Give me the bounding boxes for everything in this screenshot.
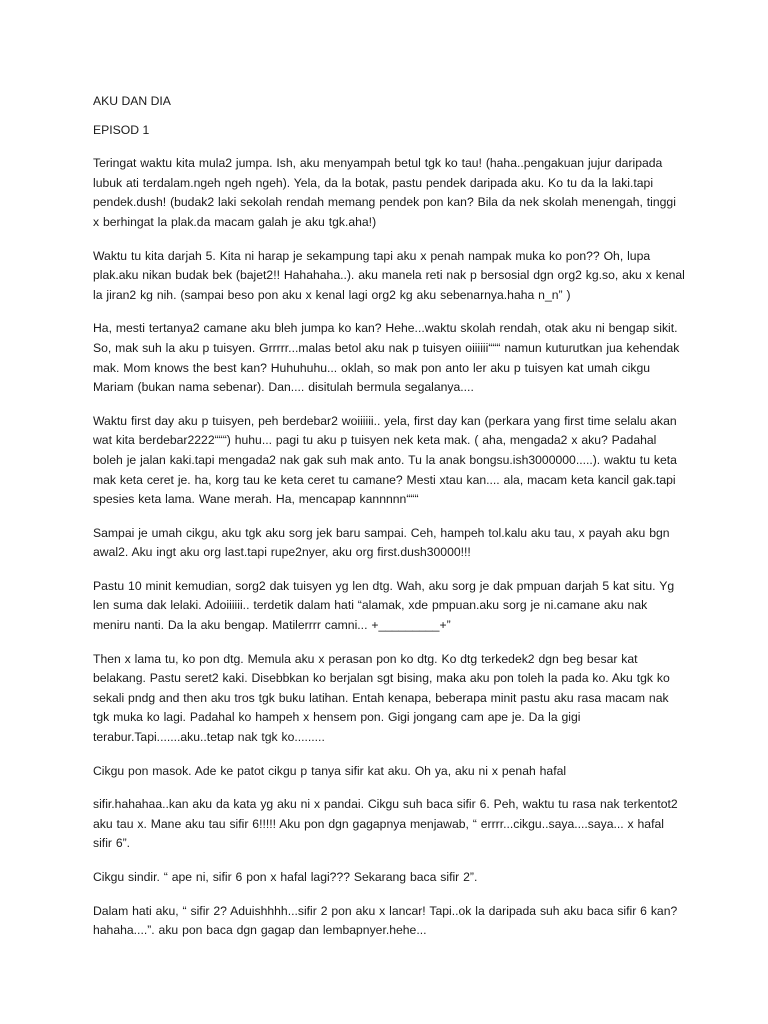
paragraph: Waktu tu kita darjah 5. Kita ni harap je sekampung tapi aku x penah nampak muka ko pon?? Oh, lupa plak.aku nikan budak bek (bajet2!! Hahahaha..). aku manela reti nak p bersosial dgn org2 kg.so, aku x kenal la jiran2 kg nih. (sampai beso pon aku x kenal lagi org2 kg aku sebenarnya.haha n_n” ) xyxy=(93,248,685,302)
paragraph: Cikgu sindir. “ ape ni, sifir 6 pon x hafal lagi??? Sekarang baca sifir 2”. xyxy=(93,870,478,884)
paragraph: Dalam hati aku, “ sifir 2? Aduishhhh...sifir 2 pon aku x lancar! Tapi..ok la daripada suh aku baca sifir 6 kan?hahaha....”. aku pon baca dgn gagap dan lembapnyer.hehe... xyxy=(93,903,678,938)
paragraph: sifir.hahahaa..kan aku da kata yg aku ni x pandai. Cikgu suh baca sifir 6. Peh, waktu tu rasa nak terkentot2 aku tau x. Mane aku tau sifir 6!!!!! Aku pon dgn gagapnya menjawab, “ errrr...cikgu..saya....saya... x hafal sifir 6”. xyxy=(93,797,678,851)
paragraph: Cikgu pon masok. Ade ke patot cikgu p tanya sifir kat aku. Oh ya, aku ni x penah hafal xyxy=(93,763,567,778)
paragraph: Then x lama tu, ko pon dtg. Memula aku x perasan pon ko dtg. Ko dtg terkedek2 dgn beg besar kat belakang. Pastu seret2 kaki. Disebbkan ko berjalan sgt bising, maka aku pon toleh la pada ko. Aku tgk ko sekali pndg and then aku tros tgk buku latihan. Entah kenapa, beberapa minit pastu aku rasa macam nak tgk muka ko lagi. Padahal ko hampeh x hensem pon. Gigi jongang cam ape je. Da la gigi terabur.Tapi.......aku..tetap nak tgk ko......... xyxy=(93,651,670,745)
paragraph: Waktu first day aku p tuisyen, peh berdebar2 woiiiiii.. yela, first day kan (perkara yang first time selalu akan wat kita berdebar2222“““) huhu... pagi tu aku p tuisyen nek keta mak. ( aha, mengada2 x aku? Padahal boleh je jalan kaki.tapi mengada2 nak gak suh mak anto. Tu la anak bongsu.ish3000000.....). waktu tu keta mak keta ceret je. ha, korg tau ke keta ceret tu camane? Mesti xtau kan.... ala, macam keta kancil gak.tapi spesies keta lama. Wane merah. Ha, mencapap kannnnn“““ xyxy=(93,413,677,507)
episode-heading: EPISOD 1 xyxy=(93,122,150,137)
document-body xyxy=(93,92,685,941)
story-title: AKU DAN DIA xyxy=(93,94,171,108)
paragraph: Pastu 10 minit kemudian, sorg2 dak tuisyen yg len dtg. Wah, aku sorg je dak pmpuan darjah 5 kat situ. Yg len suma dak lelaki. Adoiiiiii.. terdetik dalam hati “alamak, xde pmpuan.aku sorg je ni.camane aku nak meniru nanti. Da la aku bengap. Matilerrrr camni... +_________+” xyxy=(93,578,675,633)
paragraph: Ha, mesti tertanya2 camane aku bleh jumpa ko kan? Hehe...waktu skolah rendah, otak aku ni bengap sikit. So, mak suh la aku p tuisyen. Grrrrr...malas betol aku nak p tuisyen oiiiiii“““ namun kuturutkan jua kehendak mak. Mom knows the best kan? Huhuhuhu... oklah, so mak pon anto ler aku p tuisyen kat umah cikgu Mariam (bukan nama sebenar). Dan.... disitulah bermula segalanya.... xyxy=(93,321,680,395)
paragraph: Teringat waktu kita mula2 jumpa. Ish, aku menyampah betul tgk ko tau! (haha..pengakuan jujur daripada lubuk ati terdalam.ngeh ngeh ngeh). Yela, da la botak, pastu pendek daripada aku. Ko tu da la laki.tapi pendek.dush! (budak2 laki sekolah rendah memang pendek pon kan? Bila da nek skolah menengah, tinggi x berhingat la plak.da macam galah je aku tgk.aha!) xyxy=(93,156,676,229)
paragraph: Sampai je umah cikgu, aku tgk aku sorg jek baru sampai. Ceh, hampeh tol.kalu aku tau, x payah aku bgn awal2. Aku ingt aku org last.tapi rupe2nyer, aku org first.dush30000!!! xyxy=(93,525,670,560)
